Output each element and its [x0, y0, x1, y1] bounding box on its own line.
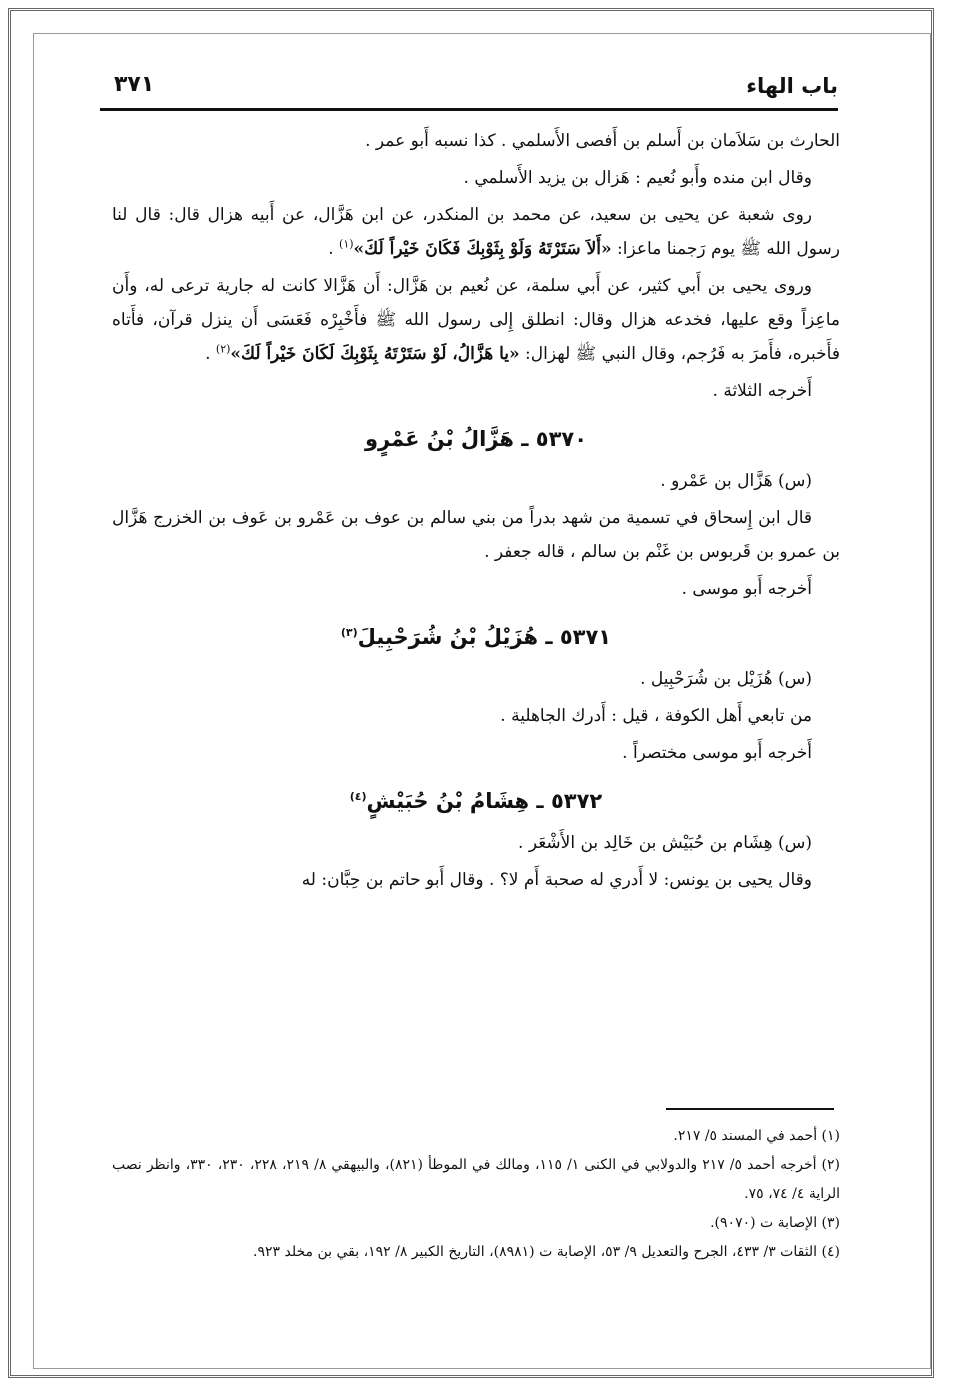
paragraph: (س) هِشَام بن حُبَيْش بن خَالِد بن الأَشْعَر . — [518, 833, 812, 853]
hadith-quote: «أَلاَ سَتَرْتَهُ وَلَوْ بِثَوْبِكَ فَكَانَ خَيْراً لَكَ» — [353, 239, 612, 259]
paragraph: من تابعي أَهل الكوفة ، قيل : أَدرك الجاهلية . — [500, 706, 812, 726]
footnote-ref: (١) — [339, 237, 354, 251]
entry-heading — [112, 620, 840, 654]
entry-heading — [112, 784, 840, 818]
footnotes — [112, 1122, 840, 1267]
paragraph-end: . — [205, 344, 216, 364]
footnote-separator — [666, 1108, 834, 1110]
paragraph — [112, 269, 840, 371]
hadith-quote: «يا هَزَّالُ، لَوْ سَتَرْتَهُ بِثَوْبِكَ لَكَانَ خَيْراً لَكَ» — [230, 344, 520, 364]
paragraph: أَخرجه الثلاثة . — [712, 381, 812, 401]
paragraph: الحارث بن سَلاَمان بن أَسلم بن أَفصى الأَسلمي . كذا نسبه أَبو عمر . — [365, 131, 840, 151]
paragraph: وقال يحيى بن يونس: لا أَدري له صحبة أَم لا؟ . وقال أَبو حاتم بن حِبَّان: له — [301, 870, 812, 890]
entry-heading: ٥٣٧٠ ـ هَزَّالُ بْنُ عَمْرٍو — [364, 427, 588, 451]
footnote: (١) أحمد في المسند ٥/ ٢١٧. — [673, 1128, 840, 1144]
footnote-ref: (٤) — [349, 790, 367, 803]
paragraph: (س) هَزَّال بن عَمْرو . — [660, 471, 812, 491]
paragraph — [112, 198, 840, 266]
chapter-title: باب الهاء — [746, 74, 838, 98]
paragraph: (س) هُزَيْل بن شُرَحْبِيل . — [640, 669, 812, 689]
footnote: (٤) الثقات ٣/ ٤٣٣، الجرح والتعديل ٩/ ٥٣، الإصابة ت (٨٩٨١)، التاريخ الكبير ٨/ ١٩٢، بقي بن مخلد ٩٢٣. — [253, 1244, 840, 1260]
entry-heading-text: ٥٣٧١ ـ هُزَيْلُ بْنُ شُرَحْبِيلَ — [357, 625, 612, 649]
entry-heading-text: ٥٣٧٢ ـ هِشَامُ بْنُ حُبَيْشٍ — [366, 789, 603, 813]
header-rule — [100, 108, 838, 111]
footnote: (٣) الإصابة ت (٩٠٧٠). — [710, 1215, 840, 1231]
footnote-ref: (٢) — [215, 342, 231, 356]
paragraph: وقال ابن منده وأَبو نُعيم : هَزال بن يزيد الأَسلمي . — [463, 168, 812, 188]
main-text — [112, 124, 840, 900]
paragraph-end: . — [328, 239, 340, 259]
paragraph: أَخرجه أَبو موسى مختصراً . — [622, 743, 812, 763]
page-number: ٣٧١ — [114, 72, 155, 97]
footnote-ref: (٣) — [340, 626, 358, 639]
paragraph-text: روى شعبة عن يحيى بن سعيد، عن محمد بن المنكدر، عن ابن هَزَّال، عن أَبيه هزال قال: قال لنا رسول الله ﷺ يوم رَجمنا ماعزا: — [112, 205, 840, 259]
paragraph-text: وروى يحيى بن أَبي كثير، عن أَبي سلمة، عن نُعيم بن هَزَّال: أَن هَزَّالا كانت له جارية ترعى له، وأَن ماعِزاً وقع عليها، فخدعه هزال وقال: انطلق إِلى رسول الله ﷺ فأَخْبِرْه فَعَسَى أَن ينزل قرآن، فأَتاه فأَخبره، فأَمرَ به فَرُجم، وقال النبي ﷺ لهزال: — [112, 276, 840, 364]
paragraph: أَخرجه أَبو موسى . — [681, 579, 812, 599]
page-header — [100, 70, 838, 104]
paragraph: قال ابن إِسحاق في تسمية من شهد بدراً من بني سالم بن عوف بن عَمْرو بن عَوف بن الخزرج هَزَّال بن عمرو بن قَربوس بن غَنْم بن سالم ، قاله جعفر . — [112, 508, 840, 562]
footnote: (٢) أخرجه أحمد ٥/ ٢١٧ والدولابي في الكنى ١/ ١١٥، ومالك في الموطأ (٨٢١)، والبيهقي ٨/ ٢١٩، ٢٢٨، ٢٣٠، ٣٣٠، وانظر نصب الراية ٤/ ٧٤، ٧٥. — [112, 1157, 841, 1202]
